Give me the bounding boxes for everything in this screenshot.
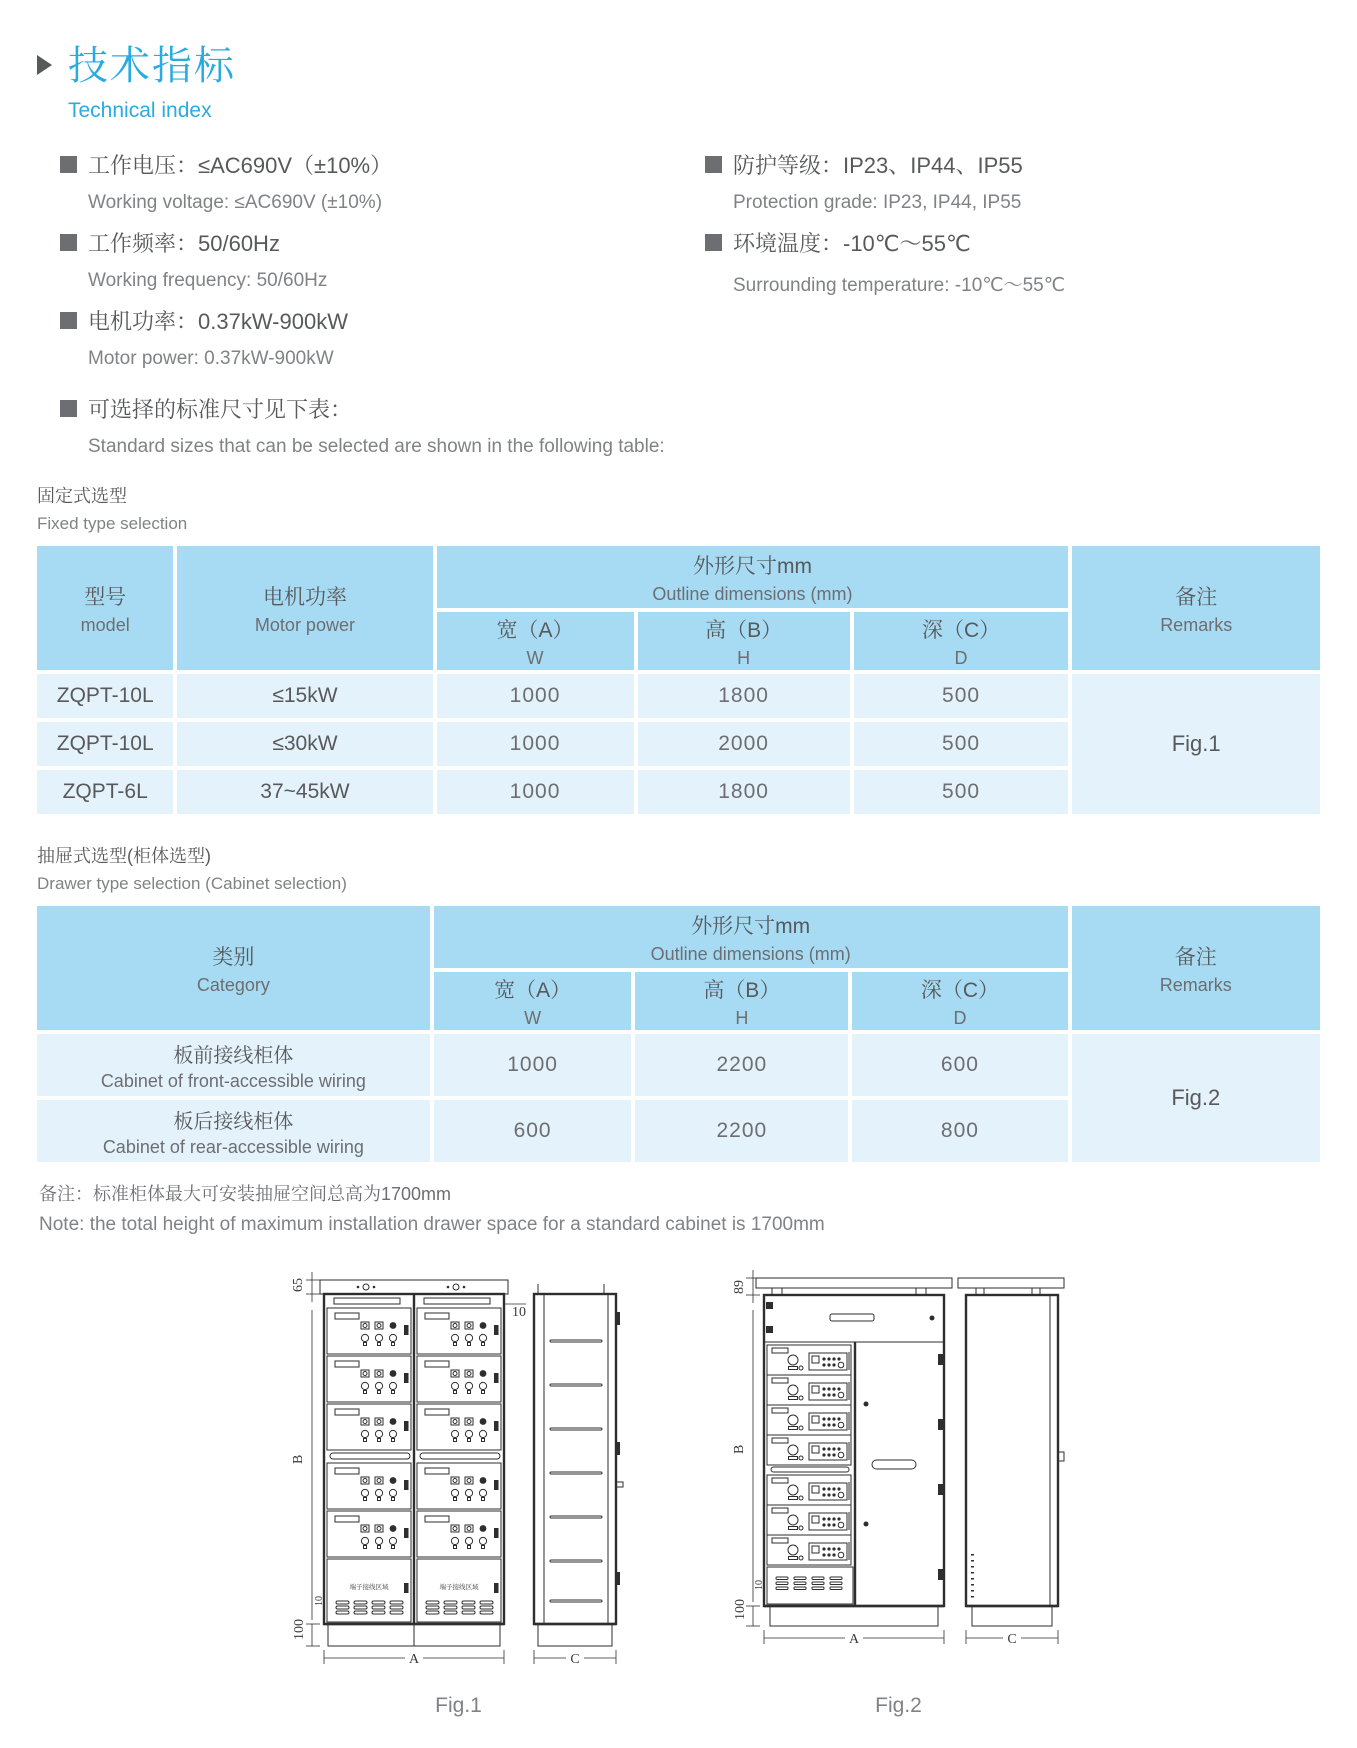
fig2-dimensions — [732, 1270, 1058, 1647]
spec-item-frequency — [60, 227, 705, 292]
specs-right-column — [705, 149, 1320, 383]
fixed-type-table — [33, 542, 1324, 818]
th-depth: 深（C） D — [854, 612, 1069, 670]
svg-text:10: 10 — [314, 1596, 325, 1606]
spec-item-protection — [705, 149, 1320, 214]
cell-category: 板后接线柜体 Cabinet of rear-accessible wiring — [37, 1100, 430, 1162]
th-outline-dimensions: 外形尺寸mm Outline dimensions (mm) — [434, 906, 1068, 968]
figure-fig1 — [286, 1254, 631, 1718]
cell-model: ZQPT-6L — [37, 770, 173, 814]
cell-depth: 500 — [854, 722, 1069, 766]
cell-height: 2200 — [635, 1034, 848, 1096]
fig2-drawing — [726, 1254, 1071, 1689]
spec-en-text: Standard sizes that can be selected are shown in the following table: — [88, 436, 665, 457]
svg-text:100: 100 — [292, 1619, 307, 1640]
table-row — [37, 1034, 1320, 1096]
svg-text:B: B — [732, 1444, 747, 1454]
cell-remark-fig1: Fig.1 — [1072, 674, 1320, 814]
square-bullet-icon — [60, 156, 77, 173]
cell-height: 1800 — [638, 674, 850, 718]
cell-model: ZQPT-10L — [37, 674, 173, 718]
svg-text:65: 65 — [291, 1278, 306, 1292]
specs-section — [60, 149, 1320, 458]
svg-text:B: B — [291, 1454, 306, 1464]
cell-width: 1000 — [437, 674, 634, 718]
spec-item-voltage — [60, 149, 705, 214]
cell-depth: 600 — [852, 1034, 1067, 1096]
svg-text:C: C — [570, 1652, 580, 1667]
fixed-table-title-zh: 固定式选型 — [37, 486, 127, 506]
th-width: 宽（A） W — [437, 612, 634, 670]
fig1-caption: Fig.1 — [435, 1694, 482, 1717]
spec-zh-text: 工作频率：50/60Hz — [88, 231, 280, 256]
cell-power: ≤30kW — [177, 722, 432, 766]
spec-zh-text: 工作电压：≤AC690V（±10%） — [88, 153, 393, 178]
table-row — [37, 674, 1320, 718]
drawer-table-title-zh: 抽屉式选型(柜体选型) — [37, 846, 211, 866]
th-height: 高（B） H — [638, 612, 850, 670]
figure-fig2 — [726, 1254, 1071, 1718]
drawer-table-title-en: Drawer type selection (Cabinet selection) — [37, 874, 347, 893]
th-motor-power: 电机功率 Motor power — [177, 546, 432, 670]
cell-category: 板前接线柜体 Cabinet of front-accessible wiring — [37, 1034, 430, 1096]
page-subtitle: Technical index — [68, 99, 212, 122]
cell-depth: 500 — [854, 674, 1069, 718]
spec-zh-text: 环境温度：-10℃～55℃ — [733, 231, 971, 256]
th-remarks: 备注 Remarks — [1072, 546, 1320, 670]
th-height: 高（B） H — [635, 972, 848, 1030]
cell-remark-fig2: Fig.2 — [1072, 1034, 1320, 1162]
svg-text:A: A — [408, 1652, 420, 1667]
spec-en-text: Surrounding temperature: -10℃～55℃ — [733, 275, 1066, 296]
cell-depth: 500 — [854, 770, 1069, 814]
page-header — [37, 34, 1320, 91]
th-outline-dimensions: 外形尺寸mm Outline dimensions (mm) — [437, 546, 1069, 608]
cell-width: 600 — [434, 1100, 632, 1162]
spec-en-text: Motor power: 0.37kW-900kW — [88, 348, 334, 369]
drawer-table-section — [37, 842, 1320, 1166]
spec-en-text: Working frequency: 50/60Hz — [88, 270, 328, 291]
fig2-caption: Fig.2 — [875, 1694, 922, 1717]
svg-text:89: 89 — [732, 1280, 747, 1294]
spec-en-text: Working voltage: ≤AC690V (±10%) — [88, 192, 383, 213]
th-category: 类别 Category — [37, 906, 430, 1030]
cell-width: 1000 — [437, 722, 634, 766]
square-bullet-icon — [60, 234, 77, 251]
svg-text:10: 10 — [512, 1305, 526, 1320]
svg-text:100: 100 — [733, 1599, 748, 1620]
square-bullet-icon — [705, 156, 722, 173]
section-arrow-icon — [37, 55, 52, 75]
svg-text:A: A — [848, 1632, 860, 1647]
page-title: 技术指标 — [68, 44, 236, 88]
square-bullet-icon — [60, 400, 77, 417]
fig1-front-view — [320, 1280, 508, 1646]
spec-zh-text: 电机功率：0.37kW-900kW — [88, 309, 348, 334]
square-bullet-icon — [705, 234, 722, 251]
fixed-table-title-en: Fixed type selection — [37, 514, 188, 533]
svg-text:C: C — [1007, 1632, 1017, 1647]
note-block — [39, 1180, 1320, 1236]
spec-zh-text: 可选择的标准尺寸见下表： — [88, 397, 353, 422]
th-width: 宽（A） W — [434, 972, 632, 1030]
th-depth: 深（C） D — [852, 972, 1067, 1030]
fig1-drawing: 端子接线区域 65 10 B 10 100 A C — [286, 1254, 631, 1689]
fig1-dimensions — [291, 1272, 616, 1667]
cell-width: 1000 — [437, 770, 634, 814]
cell-width: 1000 — [434, 1034, 632, 1096]
cell-height: 1800 — [638, 770, 850, 814]
cell-height: 2000 — [638, 722, 850, 766]
cell-power: 37~45kW — [177, 770, 432, 814]
note-zh: 备注：标准柜体最大可安装抽屉空间总高为1700mm — [39, 1184, 452, 1204]
th-remarks: 备注 Remarks — [1072, 906, 1320, 1030]
spec-item-table-intro — [60, 393, 1320, 458]
spec-item-motor-power — [60, 305, 705, 370]
fig2-side-view — [958, 1278, 1064, 1626]
cell-power: ≤15kW — [177, 674, 432, 718]
th-model: 型号 model — [37, 546, 173, 670]
fixed-table-section — [37, 482, 1320, 818]
fig1-side-view — [534, 1284, 623, 1646]
drawings-section — [37, 1254, 1320, 1718]
spec-zh-text: 防护等级：IP23、IP44、IP55 — [733, 153, 1023, 178]
svg-text:10: 10 — [754, 1580, 765, 1590]
drawer-type-table — [33, 902, 1324, 1166]
cell-depth: 800 — [852, 1100, 1067, 1162]
fig2-front-view — [756, 1278, 952, 1626]
spec-item-temperature — [705, 227, 1320, 297]
cell-model: ZQPT-10L — [37, 722, 173, 766]
specs-left-column — [60, 149, 705, 383]
square-bullet-icon — [60, 312, 77, 329]
spec-en-text: Protection grade: IP23, IP44, IP55 — [733, 192, 1022, 213]
cell-height: 2200 — [635, 1100, 848, 1162]
note-en: Note: the total height of maximum installation drawer space for a standard cabinet is 1700mm — [39, 1214, 825, 1235]
